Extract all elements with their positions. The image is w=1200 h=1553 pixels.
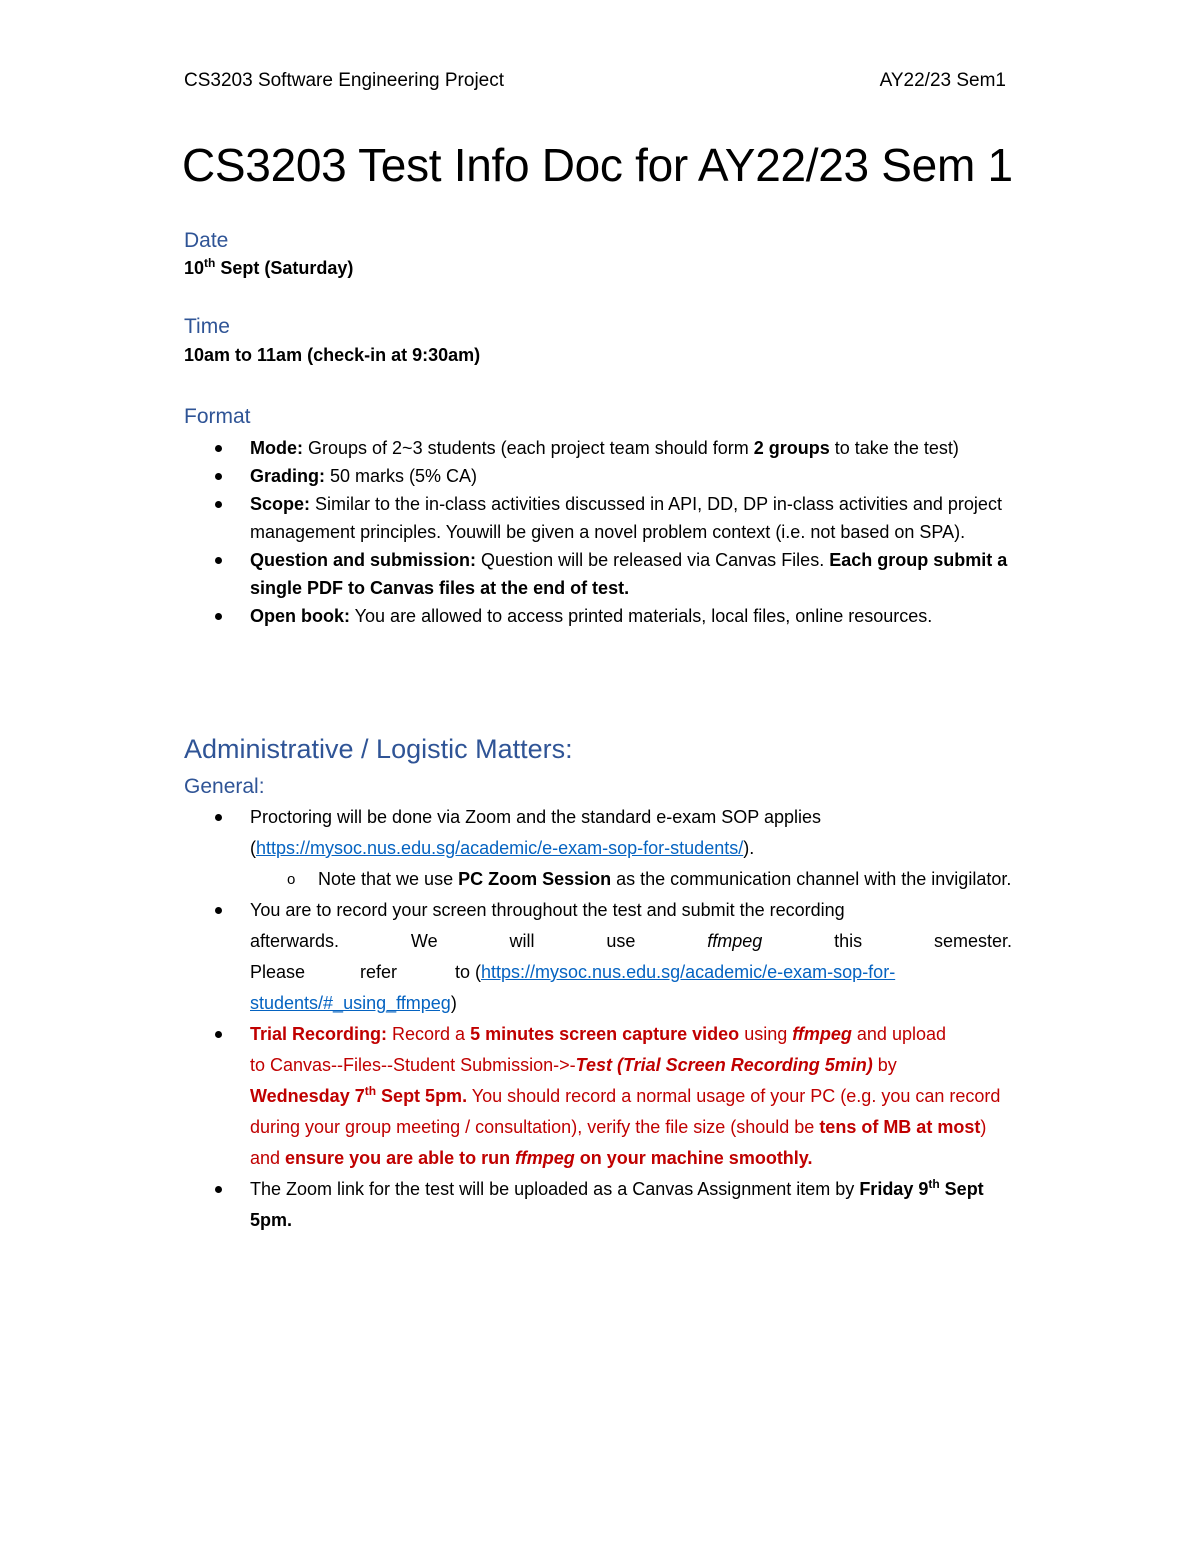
- recording-justified-line: afterwards. We will use ffmpeg this semester.: [250, 931, 1012, 951]
- format-item-mode: Mode: Groups of 2~3 students (each project team should form 2 groups to take the test): [212, 434, 1012, 462]
- recording-refer-line: Please refer to ( https://mysoc.nus.edu.sg/academic/e-exam-sop-for-: [250, 957, 1012, 988]
- admin-heading: Administrative / Logistic Matters:: [184, 734, 573, 764]
- date-heading: Date: [184, 229, 229, 252]
- proctoring-note: o Note that we use PC Zoom Session as the communication channel with the invigilator.: [250, 864, 1012, 895]
- general-heading: General:: [184, 775, 265, 798]
- date-value: 10th Sept (Saturday): [184, 256, 354, 278]
- general-item-zoom-link: The Zoom link for the test will be uploaded as a Canvas Assignment item by Friday 9th Sept 5pm.: [212, 1174, 1012, 1236]
- proctoring-sublist: [250, 864, 1012, 895]
- ffmpeg-guide-link-part2[interactable]: students/#_using_ffmpeg: [250, 993, 451, 1013]
- page-title: CS3203 Test Info Doc for AY22/23 Sem 1: [182, 139, 1013, 191]
- header-semester: AY22/23 Sem1: [879, 70, 1006, 91]
- general-list: [212, 802, 1012, 1236]
- format-item-question: Question and submission: Question will be released via Canvas Files. Each group submit a single PDF to Canvas files at the end of test.: [212, 546, 1012, 602]
- format-item-grading: Grading: 50 marks (5% CA): [212, 462, 1012, 490]
- format-item-scope: Scope: Similar to the in-class activities discussed in API, DD, DP in-class activities and project management principles. Youwill be given a novel problem context (i.e. not based on SPA).: [212, 490, 1012, 546]
- time-heading: Time: [184, 315, 230, 338]
- ffmpeg-guide-link-part1[interactable]: https://mysoc.nus.edu.sg/academic/e-exam-sop-for-: [481, 962, 896, 982]
- general-item-trial-recording: Trial Recording: Record a 5 minutes screen capture video using ffmpeg and upload to Canvas--Files--Student Submission->-Test (Trial Screen Recording 5min) by Wednesday 7th Sept 5pm. You should record a normal usage of your PC (e.g. you can record during your group meeting / consultation), verify the file size (should be tens of MB at most) and ensure you are able to run ffmpeg on your machine smoothly.: [212, 1019, 1012, 1174]
- format-item-open-book: Open book: You are allowed to access printed materials, local files, online resources.: [212, 602, 1012, 630]
- general-item-proctoring: Proctoring will be done via Zoom and the standard e-exam SOP applies (https://mysoc.nus.edu.sg/academic/e-exam-sop-for-students/). o Note that we use PC Zoom Session as the communication channel with the invigilator.: [212, 802, 1012, 895]
- header-course-name: CS3203 Software Engineering Project: [184, 70, 505, 91]
- e-exam-sop-link[interactable]: https://mysoc.nus.edu.sg/academic/e-exam-sop-for-students/: [256, 838, 744, 858]
- general-item-recording: You are to record your screen throughout the test and submit the recording afterwards. We will use ffmpeg this semester. Please refer to ( https://mysoc.nus.edu.sg/academic/e-exam-sop-for- students/#_using_ffmpeg): [212, 895, 1012, 1019]
- time-value: 10am to 11am (check-in at 9:30am): [184, 345, 481, 365]
- format-list: [212, 434, 1012, 630]
- format-heading: Format: [184, 405, 251, 428]
